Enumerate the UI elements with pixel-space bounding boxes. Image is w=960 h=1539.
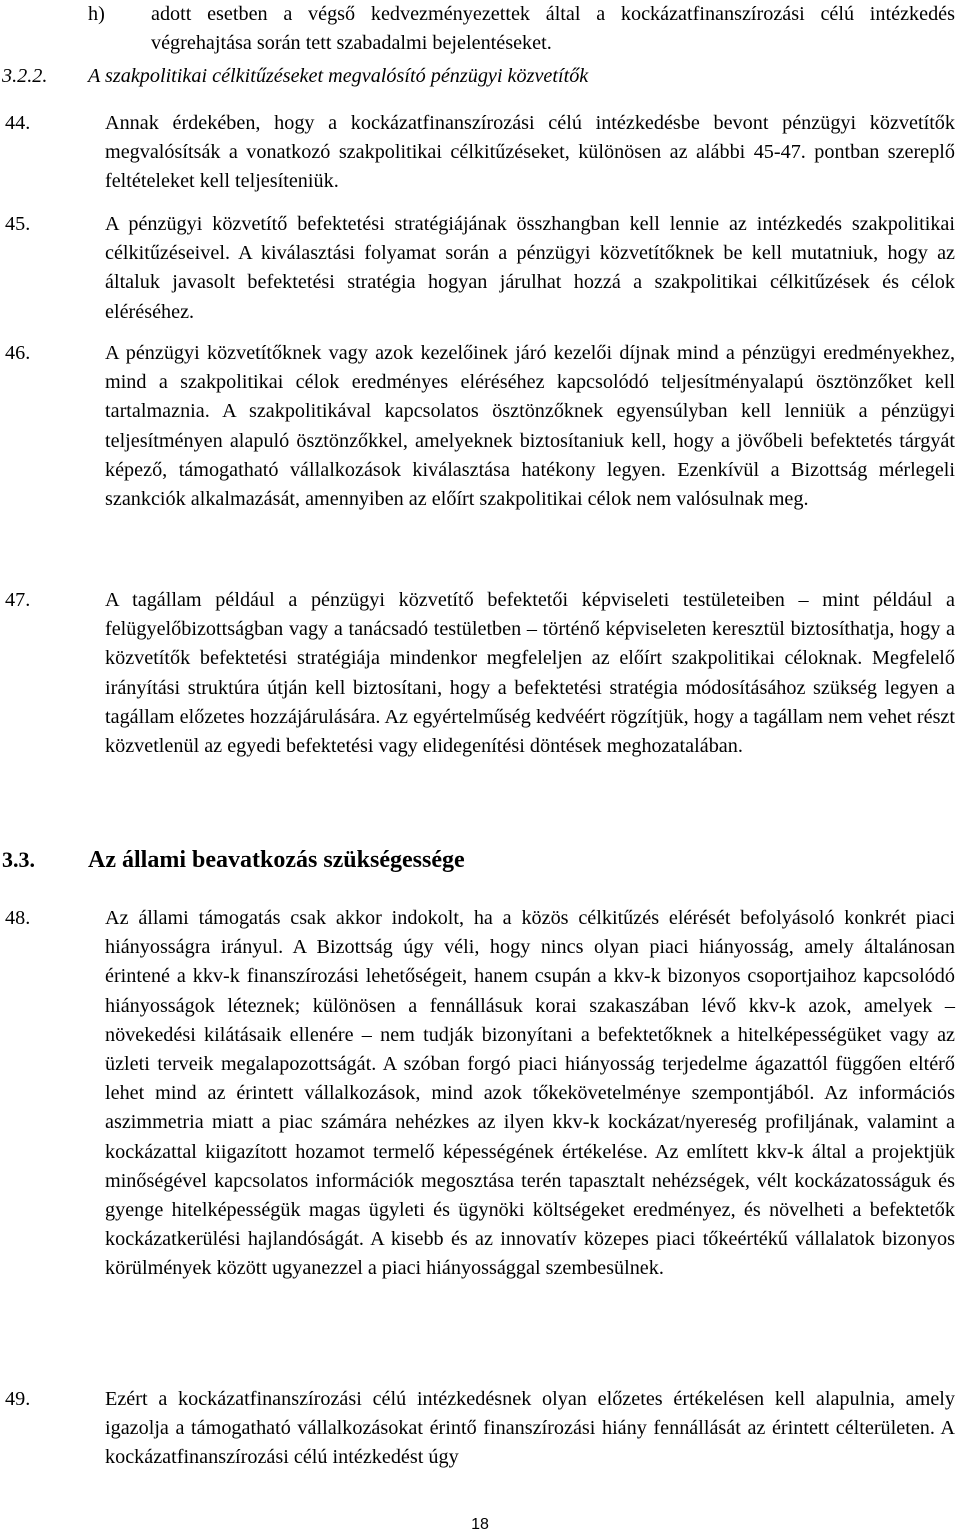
subsection-number: 3.2.2. [2, 65, 48, 87]
list-item-marker: h) [88, 3, 105, 25]
subsection-title: A szakpolitikai célkitűzéseket megvalósító pénzügyi közvetítők [88, 65, 589, 87]
paragraph-text: Annak érdekében, hogy a kockázatfinanszírozási célú intézkedésbe bevont pénzügyi közvetítők megvalósítsák a vonatkozó szakpolitikai célkitűzéseket, különösen az alábbi 45-47. pontban szereplő feltételeket kell teljesíteniük. [105, 112, 955, 193]
paragraph-number: 47. [5, 589, 31, 611]
paragraph-number: 45. [5, 213, 31, 235]
paragraph-text: A tagállam például a pénzügyi közvetítő befektetői képviseleti testületeiben – mint például a felügyelőbizottságban vagy a tanácsadó testületben – történő képviseleten keresztül biztosíthatja, hogy a közvetítők befektetési stratégiája mindenkor megfeleljen az előírt szakpolitikai céloknak. Megfelelő irányítási struktúra útján kell biztosítani, hogy a befektetési stratégia módosításához szükség legyen a tagállam előzetes hozzájárulására. Az egyértelműség kedvéért rögzítjük, hogy a tagállam nem vehet részt közvetlenül az egyedi befektetési vagy elidegenítési döntések meghozatalában. [105, 589, 955, 758]
paragraph-text: Ezért a kockázatfinanszírozási célú intézkedésnek olyan előzetes értékelésen kell alapulnia, amely igazolja a támogatható vállalkozásokat érintő finanszírozási hiány fennállását az érintett célterületen. A kockázatfinanszírozási célú intézkedést úgy [105, 1388, 955, 1469]
section-number: 3.3. [2, 847, 35, 872]
list-item-text: adott esetben a végső kedvezményezettek által a kockázatfinanszírozási célú intézkedés végrehajtása során tett szabadalmi bejelentéseket. [151, 3, 955, 55]
paragraph-text: A pénzügyi közvetítőknek vagy azok kezelőinek járó kezelői díjnak mind a pénzügyi eredményekhez, mind a szakpolitikai célok eredményes eléréséhez kapcsolódó teljesítményalapú ösztönzőket kell tartalmaznia. A szakpolitikával kapcsolatos ösztönzőknek egyensúlyban kell lenniük a pénzügyi teljesítményen alapuló ösztönzőkkel, amelyeknek biztosítaniuk kell, hogy a jövőbeli befektetés tárgyát képező, támogatható vállalkozások kiválasztása hatékony legyen. Ezenkívül a Bizottság mérlegeli szankciók alkalmazását, amennyiben az előírt szakpolitikai célok nem valósulnak meg. [105, 342, 955, 511]
section-title: Az állami beavatkozás szükségessége [88, 847, 465, 873]
paragraph-text: A pénzügyi közvetítő befektetési stratégiájának összhangban kell lennie az intézkedés szakpolitikai célkitűzéseivel. A kiválasztási folyamat során a pénzügyi közvetítőknek be kell mutatniuk, hogy az általuk javasolt befektetési stratégia hogyan járulhat hozzá a szakpolitikai célkitűzések és célok eléréséhez. [105, 213, 955, 323]
paragraph-number: 46. [5, 342, 31, 364]
paragraph-number: 49. [5, 1388, 31, 1410]
paragraph-text: Az állami támogatás csak akkor indokolt, ha a közös célkitűzés elérését befolyásoló konkrét piaci hiányosságra irányul. A Bizottság úgy véli, hogy nincs olyan piaci hiányosság, amely általánosan érintené a kkv-k finanszírozási lehetőségeit, hanem csupán a kkv-k bizonyos csoportjaihoz kapcsolódó hiányosságok léteznek; különösen a fennállásuk korai szakaszában lévő kkv-k azok, amelyek – növekedési kilátásaik ellenére – nem tudják bizonyítani a befektetőknek a hitelképességüket vagy az üzleti terveik megalapozottságát. A szóban forgó piaci hiányosság terjedelme ágazattól függően eltérő lehet mind az érintett vállalkozások, mind azok tőkekövetelménye szempontjából. Az információs aszimmetria miatt a piac számára nehézkes az ilyen kkv-k kockázat/nyereség profiljának, valamint a kockázattal kiigazított hozamot termelő képességének értékelése. Az említett kkv-k által a projektjük minőségével kapcsolatos információk megosztása terén tapasztalt nehézségek, vélt kockázatosságuk és gyenge hitelképességük magas ügyleti és ügynöki költségeket eredményez, és növelheti a befektetők kockázatkerülési hajlandóságát. A kisebb és az innovatív közepes piaci tőkeértékű vállalatok bizonyos körülmények között ugyanezzel a piaci hiányossággal szembesülnek. [105, 907, 955, 1280]
paragraph-number: 48. [5, 907, 31, 929]
paragraph-number: 44. [5, 112, 31, 134]
page-number: 18 [471, 1516, 489, 1533]
